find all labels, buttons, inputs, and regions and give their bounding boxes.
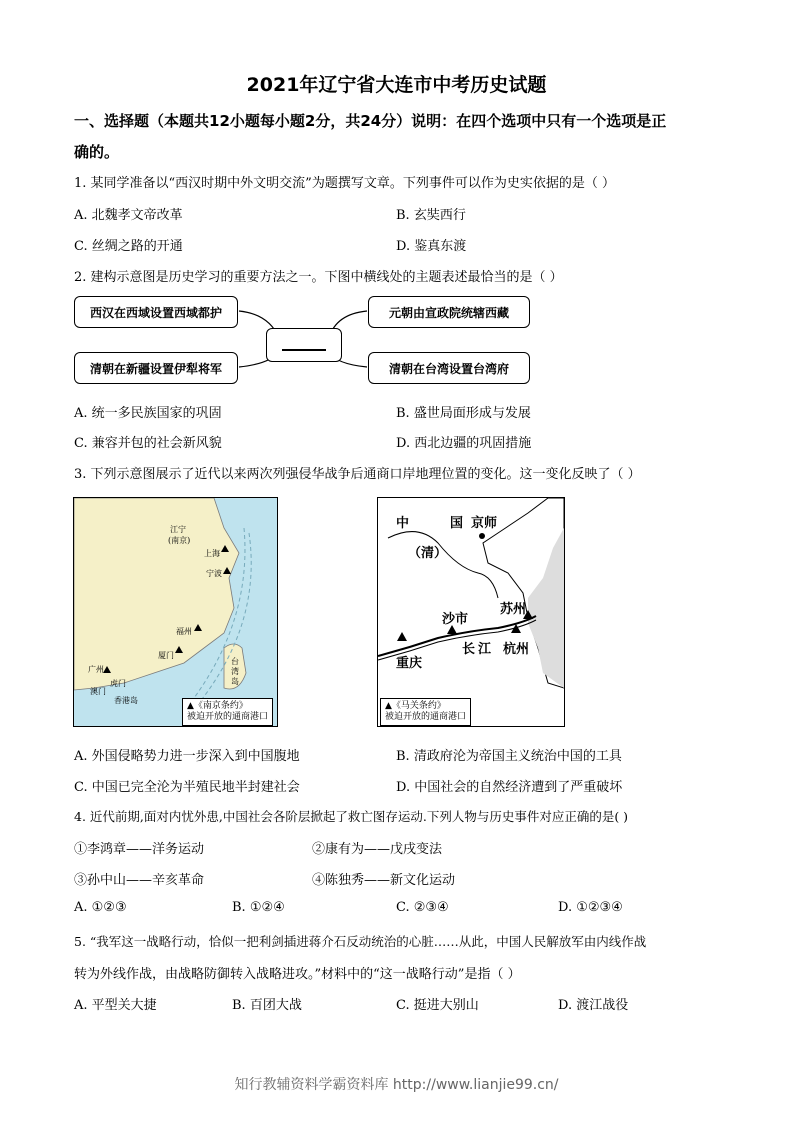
map2-label-jiang: 江 (478, 642, 492, 657)
concept-box-western-han: 西汉在西域设置西域都护 (74, 296, 238, 328)
q5-stem-line2: 转为外线作战，由战略防御转入战略进攻。”材料中的“这一战略行动”是指（ ） (74, 967, 521, 982)
map1-label-shanghai: 上海 (204, 549, 220, 558)
q2-option-d[interactable]: D. 西北边疆的巩固措施 (396, 436, 532, 451)
map1-label-xiamen: 厦门 (158, 651, 174, 660)
map2-label-zhong: 中 (396, 516, 410, 531)
map2-legend: ▲《马关条约》 被迫开放的通商港口 (380, 698, 471, 726)
concept-box-qing-xinjiang: 清朝在新疆设置伊犁将军 (74, 352, 238, 384)
map2-label-chang: 长 (462, 642, 476, 657)
section-heading-line1: 一、选择题（本题共12小题每小题2分，共24分）说明：在四个选项中只有一个选项是正 (74, 112, 667, 130)
q4-stem: 4. 近代前期,面对内忧外患,中国社会各阶层掀起了救亡图存运动.下列人物与历史事件对应正确的是( ) (74, 809, 629, 824)
q5-option-b[interactable]: B. 百团大战 (232, 998, 302, 1013)
q4-item-1: ①李鸿章——洋务运动 (74, 842, 205, 857)
q1-option-b[interactable]: B. 玄奘西行 (396, 208, 466, 223)
q2-option-c[interactable]: C. 兼容并包的社会新风貌 (74, 436, 222, 451)
shimonoseki-treaty-map (377, 497, 565, 727)
q2-concept-diagram (74, 294, 534, 390)
map1-label-ningbo: 宁波 (206, 569, 222, 578)
map1-label-guangzhou: 广州 (88, 665, 104, 674)
map2-label-jingshi: 京师 (471, 516, 498, 531)
map2-land (378, 498, 564, 726)
map1-label-jiangning: 江宁 (170, 525, 186, 534)
q3-option-b[interactable]: B. 清政府沦为帝国主义统治中国的工具 (396, 749, 622, 764)
q3-option-d[interactable]: D. 中国社会的自然经济遭到了严重破坏 (396, 780, 623, 795)
q5-option-d[interactable]: D. 渡江战役 (558, 998, 629, 1013)
q1-option-a[interactable]: A. 北魏孝文帝改革 (74, 208, 183, 223)
q5-stem-line1: 5. “我军这一战略行动，恰似一把利剑插进蒋介石反动统治的心脏……从此，中国人民解放军由内线作战 (74, 934, 647, 949)
map1-label-fuzhou: 福州 (176, 627, 192, 636)
map1-label-macau: 澳门 (90, 687, 106, 696)
q1-stem: 1. 某同学准备以“西汉时期中外文明交流”为题撰写文章。下列事件可以作为史实依据的是（ ） (74, 176, 615, 191)
q4-item-2: ②康有为——戊戌变法 (312, 842, 443, 857)
footer-watermark[interactable]: 知行教辅资料学霸资料库 http://www.lianjie99.cn/ (234, 1077, 559, 1093)
q3-option-a[interactable]: A. 外国侵略势力进一步深入到中国腹地 (74, 749, 300, 764)
concept-box-yuan: 元朝由宣政院统辖西藏 (368, 296, 530, 328)
concept-center-blank (266, 328, 342, 362)
map1-label-hongkong: 香港岛 (114, 696, 138, 705)
q1-option-c[interactable]: C. 丝绸之路的开通 (74, 239, 183, 254)
q4-option-a[interactable]: A. ①②③ (74, 900, 127, 915)
page-title: 2021年辽宁省大连市中考历史试题 (246, 74, 547, 96)
map2-label-hangzhou: 杭州 (503, 642, 530, 657)
map1-label-tai: 台 (231, 657, 239, 666)
q2-option-b[interactable]: B. 盛世局面形成与发展 (396, 406, 531, 421)
map1-label-humen: 虎门 (110, 679, 126, 688)
q1-option-d[interactable]: D. 鉴真东渡 (396, 239, 467, 254)
map1-label-nanjing: (南京) (168, 536, 191, 545)
q3-option-c[interactable]: C. 中国已完全沦为半殖民地半封建社会 (74, 780, 300, 795)
q4-option-b[interactable]: B. ①②④ (232, 900, 285, 915)
map2-label-shashi: 沙市 (442, 612, 469, 627)
q5-option-c[interactable]: C. 挺进大别山 (396, 998, 479, 1013)
q4-item-4: ④陈独秀——新文化运动 (312, 873, 456, 888)
map2-label-qing: （清） (408, 546, 448, 561)
map1-label-dao: 岛 (231, 677, 239, 686)
q5-option-a[interactable]: A. 平型关大捷 (74, 998, 157, 1013)
nanjing-treaty-map (73, 497, 278, 727)
concept-box-qing-taiwan: 清朝在台湾设置台湾府 (368, 352, 530, 384)
q4-option-c[interactable]: C. ②③④ (396, 900, 449, 915)
section-heading-line2: 确的。 (74, 143, 120, 161)
q3-stem: 3. 下列示意图展示了近代以来两次列强侵华战争后通商口岸地理位置的变化。这一变化反映了（ ） (74, 467, 641, 482)
blank-line (282, 349, 326, 351)
map2-label-suzhou: 苏州 (500, 602, 527, 617)
map2-label-chongqing: 重庆 (396, 656, 423, 671)
q4-item-3: ③孙中山——辛亥革命 (74, 873, 205, 888)
map1-legend: ▲《南京条约》 被迫开放的通商港口 (182, 698, 273, 726)
q2-stem: 2. 建构示意图是历史学习的重要方法之一。下图中横线处的主题表述最恰当的是（ ） (74, 270, 563, 285)
map1-label-wan: 湾 (231, 667, 239, 676)
q2-option-a[interactable]: A. 统一多民族国家的巩固 (74, 406, 222, 421)
map2-label-guo: 国 (450, 516, 464, 531)
q4-option-d[interactable]: D. ①②③④ (558, 900, 623, 915)
